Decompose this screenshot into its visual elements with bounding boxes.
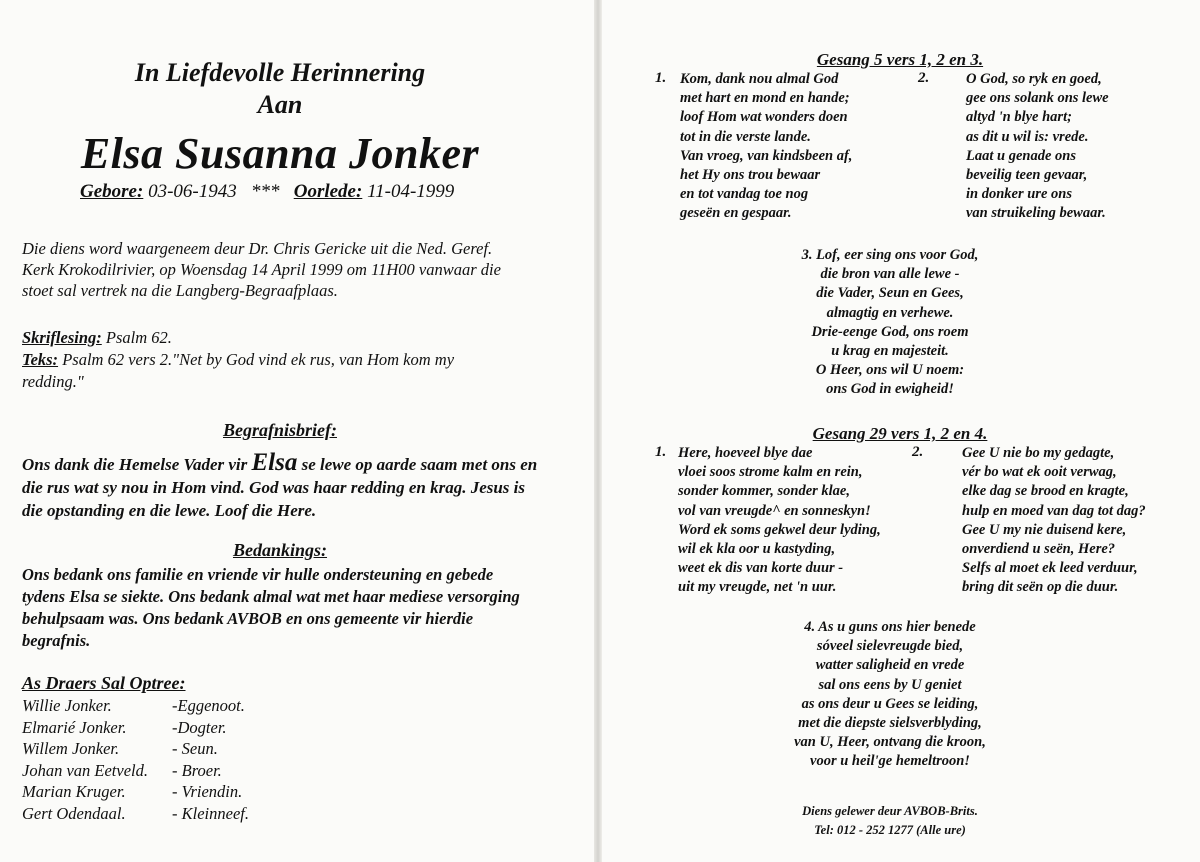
verse-line: sóveel sielevreugde bied, xyxy=(816,638,964,655)
verse-line: het Hy ons trou bewaar xyxy=(680,167,821,184)
scripture-value: Psalm 62. xyxy=(105,328,172,347)
verse-line: en tot vandag toe nog xyxy=(680,186,809,203)
scripture-label: Skriflesing: xyxy=(22,328,102,347)
verse-line: van U, Heer, ontvang die kroon, xyxy=(794,734,986,751)
verse-line: as dit u wil is: vrede. xyxy=(966,128,1089,145)
verse-line: gee ons solank ons lewe xyxy=(966,90,1109,107)
verse-line: Gee U my nie duisend kere, xyxy=(962,521,1127,538)
dates-line xyxy=(80,181,454,203)
bearer-role: - Kleinneef. xyxy=(172,803,249,823)
footer-provider: Diens gelewer deur AVBOB-Brits. xyxy=(802,804,978,818)
bearer-name: Elmarié Jonker. xyxy=(22,717,127,737)
bearer-row xyxy=(22,761,322,783)
verse-line: in donker ure ons xyxy=(966,186,1072,203)
verse-line: die bron van alle lewe - xyxy=(820,266,960,283)
bearer-row xyxy=(22,718,322,740)
verse-number: 1. xyxy=(655,444,667,460)
verse-line: almagtig en verhewe. xyxy=(826,304,954,321)
letter-line xyxy=(22,451,562,476)
verse-line: Selfs al moet ek leed verduur, xyxy=(962,560,1138,577)
died-date: 11-04-1999 xyxy=(367,181,455,202)
verse-line: Drie-eenge God, ons roem xyxy=(811,323,969,340)
verse-line: Van vroeg, van kindsbeen af, xyxy=(680,147,853,164)
verse-line: uit my vreugde, net 'n uur. xyxy=(678,579,837,596)
verse-line: loof Hom wat wonders doen xyxy=(680,109,848,126)
verse-line: vér bo wat ek ooit verwag, xyxy=(962,464,1117,481)
verse-line: weet ek dis van korte duur - xyxy=(678,560,844,577)
verse-line: die Vader, Seun en Gees, xyxy=(816,285,964,302)
funeral-letter-heading: Begrafnisbrief: xyxy=(223,420,337,440)
verse-line: bring dit seën op die duur. xyxy=(962,579,1119,596)
thanks-line: behulpsaam was. Ons bedank AVBOB en ons gemeente vir hierdie xyxy=(22,609,474,628)
footer-phone: Tel: 012 - 252 1277 (Alle ure) xyxy=(814,823,966,837)
verse-line: Laat u genade ons xyxy=(966,147,1076,164)
verse-line: Word ek soms gekwel deur lyding, xyxy=(678,521,881,538)
sermon-text-cont: redding." xyxy=(22,372,84,391)
verse-line: ons God in ewigheid! xyxy=(826,381,954,398)
bearer-name: Gert Odendaal. xyxy=(22,803,126,823)
verse-line: vloei soos strome kalm en rein, xyxy=(678,464,863,481)
text-value: Psalm 62 vers 2."Net by God vind ek rus, van Hom kom my xyxy=(62,350,455,369)
verse-line: O God, so ryk en goed, xyxy=(966,71,1102,87)
verse-line: Gee U nie bo my gedagte, xyxy=(962,445,1115,461)
verse-number: 2. xyxy=(912,444,924,460)
verse-number: 2. xyxy=(918,70,930,86)
bearers-list xyxy=(22,696,322,825)
thanks-line: begrafnis. xyxy=(22,631,91,650)
born-label: Gebore: xyxy=(80,181,144,202)
memorial-header: In Liefdevolle Herinnering xyxy=(134,58,426,87)
hymn1-verse2 xyxy=(966,70,1109,224)
verse-number: 1. xyxy=(655,70,667,86)
bearer-name: Marian Kruger. xyxy=(22,782,126,801)
hymn2-verse2 xyxy=(962,444,1146,598)
verse-line: hulp en moed van dag tot dag? xyxy=(962,502,1146,519)
service-line: stoet sal vertrek na die Langberg-Begraafplaas. xyxy=(22,281,338,300)
text-label: Teks: xyxy=(22,350,59,369)
verse-line: as ons deur u Gees se leiding, xyxy=(801,695,979,712)
verse-line: altyd 'n blye hart; xyxy=(966,109,1072,126)
bearer-role: - Broer. xyxy=(172,760,222,780)
verse-line: Here, hoeveel blye dae xyxy=(678,445,813,461)
service-provider-footer xyxy=(780,802,1000,840)
died-label: Oorlede: xyxy=(293,181,363,202)
bearer-name: Willem Jonker. xyxy=(22,739,120,758)
verse-line: met hart en mond en hande; xyxy=(680,90,850,107)
verse-line: van struikeling bewaar. xyxy=(966,205,1106,222)
scripture-reading xyxy=(22,328,172,348)
thanks-line: tydens Elsa se siekte. Ons bedank almal wat met haar mediese versorging xyxy=(22,587,520,606)
service-paragraph xyxy=(22,238,562,301)
bearers-heading: As Draers Sal Optree: xyxy=(22,673,186,693)
service-line: Kerk Krokodilrivier, op Woensdag 14 April 1999 om 11H00 vanwaar die xyxy=(22,260,501,279)
letter-line: die rus wat sy nou in Hom vind. God was haar redding en krag. Jesus is xyxy=(22,478,526,497)
date-separator: *** xyxy=(250,181,280,202)
verse-line: 3. Lof, eer sing ons voor God, xyxy=(801,247,979,263)
verse-line: voor u heil'ge hemeltroon! xyxy=(810,753,970,770)
hymn2-heading: Gesang 29 vers 1, 2 en 4. xyxy=(812,424,988,443)
verse-line: Kom, dank nou almal God xyxy=(680,71,839,87)
bearer-name: Willie Jonker. xyxy=(22,696,112,715)
verse-line: O Heer, ons wil U noem: xyxy=(815,362,965,379)
verse-line: vol van vreugde^ en sonneskyn! xyxy=(678,502,871,519)
hymn1-heading: Gesang 5 vers 1, 2 en 3. xyxy=(816,50,984,69)
verse-line: sonder kommer, sonder klae, xyxy=(678,483,850,500)
funeral-letter-paragraph xyxy=(22,451,562,522)
letter-text: se lewe op aarde saam met ons en xyxy=(297,455,538,474)
bearer-row xyxy=(22,696,322,718)
bearer-role: - Vriendin. xyxy=(172,782,243,801)
thanks-heading: Bedankings: xyxy=(232,540,328,560)
letter-line: die opstanding en die lewe. Loof die Here. xyxy=(22,501,317,520)
hymn1-verse3 xyxy=(790,246,990,400)
verse-line: sal ons eens by U geniet xyxy=(818,676,962,693)
sermon-text xyxy=(22,350,454,370)
thanks-paragraph xyxy=(22,564,562,652)
memorial-header-to: Aan xyxy=(257,90,303,119)
verse-line: tot in die verste lande. xyxy=(680,128,811,145)
verse-line: 4. As u guns ons hier benede xyxy=(804,619,976,635)
bearer-row xyxy=(22,804,322,826)
thanks-line: Ons bedank ons familie en vriende vir hulle ondersteuning en gebede xyxy=(22,565,494,584)
born-date: 03-06-1943 xyxy=(148,181,237,202)
bearer-role: -Eggenoot. xyxy=(172,696,245,715)
verse-line: wil ek kla oor u kastyding, xyxy=(678,541,836,558)
hymn1-verse1 xyxy=(680,70,852,224)
bearer-role: - Seun. xyxy=(172,739,218,758)
bearer-row xyxy=(22,739,322,761)
deceased-name: Elsa Susanna Jonker xyxy=(80,129,480,178)
service-line: Die diens word waargeneem deur Dr. Chris Gericke uit die Ned. Geref. xyxy=(22,239,493,258)
verse-line: beveilig teen gevaar, xyxy=(966,167,1088,184)
letter-text: Ons dank die Hemelse Vader vir xyxy=(22,455,252,474)
hymn2-verse4 xyxy=(780,618,1000,772)
verse-line: met die diepste sielsverblyding, xyxy=(798,715,982,732)
verse-line: watter saligheid en vrede xyxy=(815,657,965,674)
bearer-role: -Dogter. xyxy=(172,717,227,737)
bearer-row xyxy=(22,782,322,804)
verse-line: geseën en gespaar. xyxy=(680,205,792,222)
letter-name: Elsa xyxy=(251,449,298,476)
hymn2-verse1 xyxy=(678,444,881,598)
verse-line: elke dag se brood en kragte, xyxy=(962,483,1129,500)
verse-line: u krag en majesteit. xyxy=(831,343,949,360)
verse-line: onverdiend u seën, Here? xyxy=(962,541,1116,558)
bearer-name: Johan van Eetveld. xyxy=(22,760,148,780)
